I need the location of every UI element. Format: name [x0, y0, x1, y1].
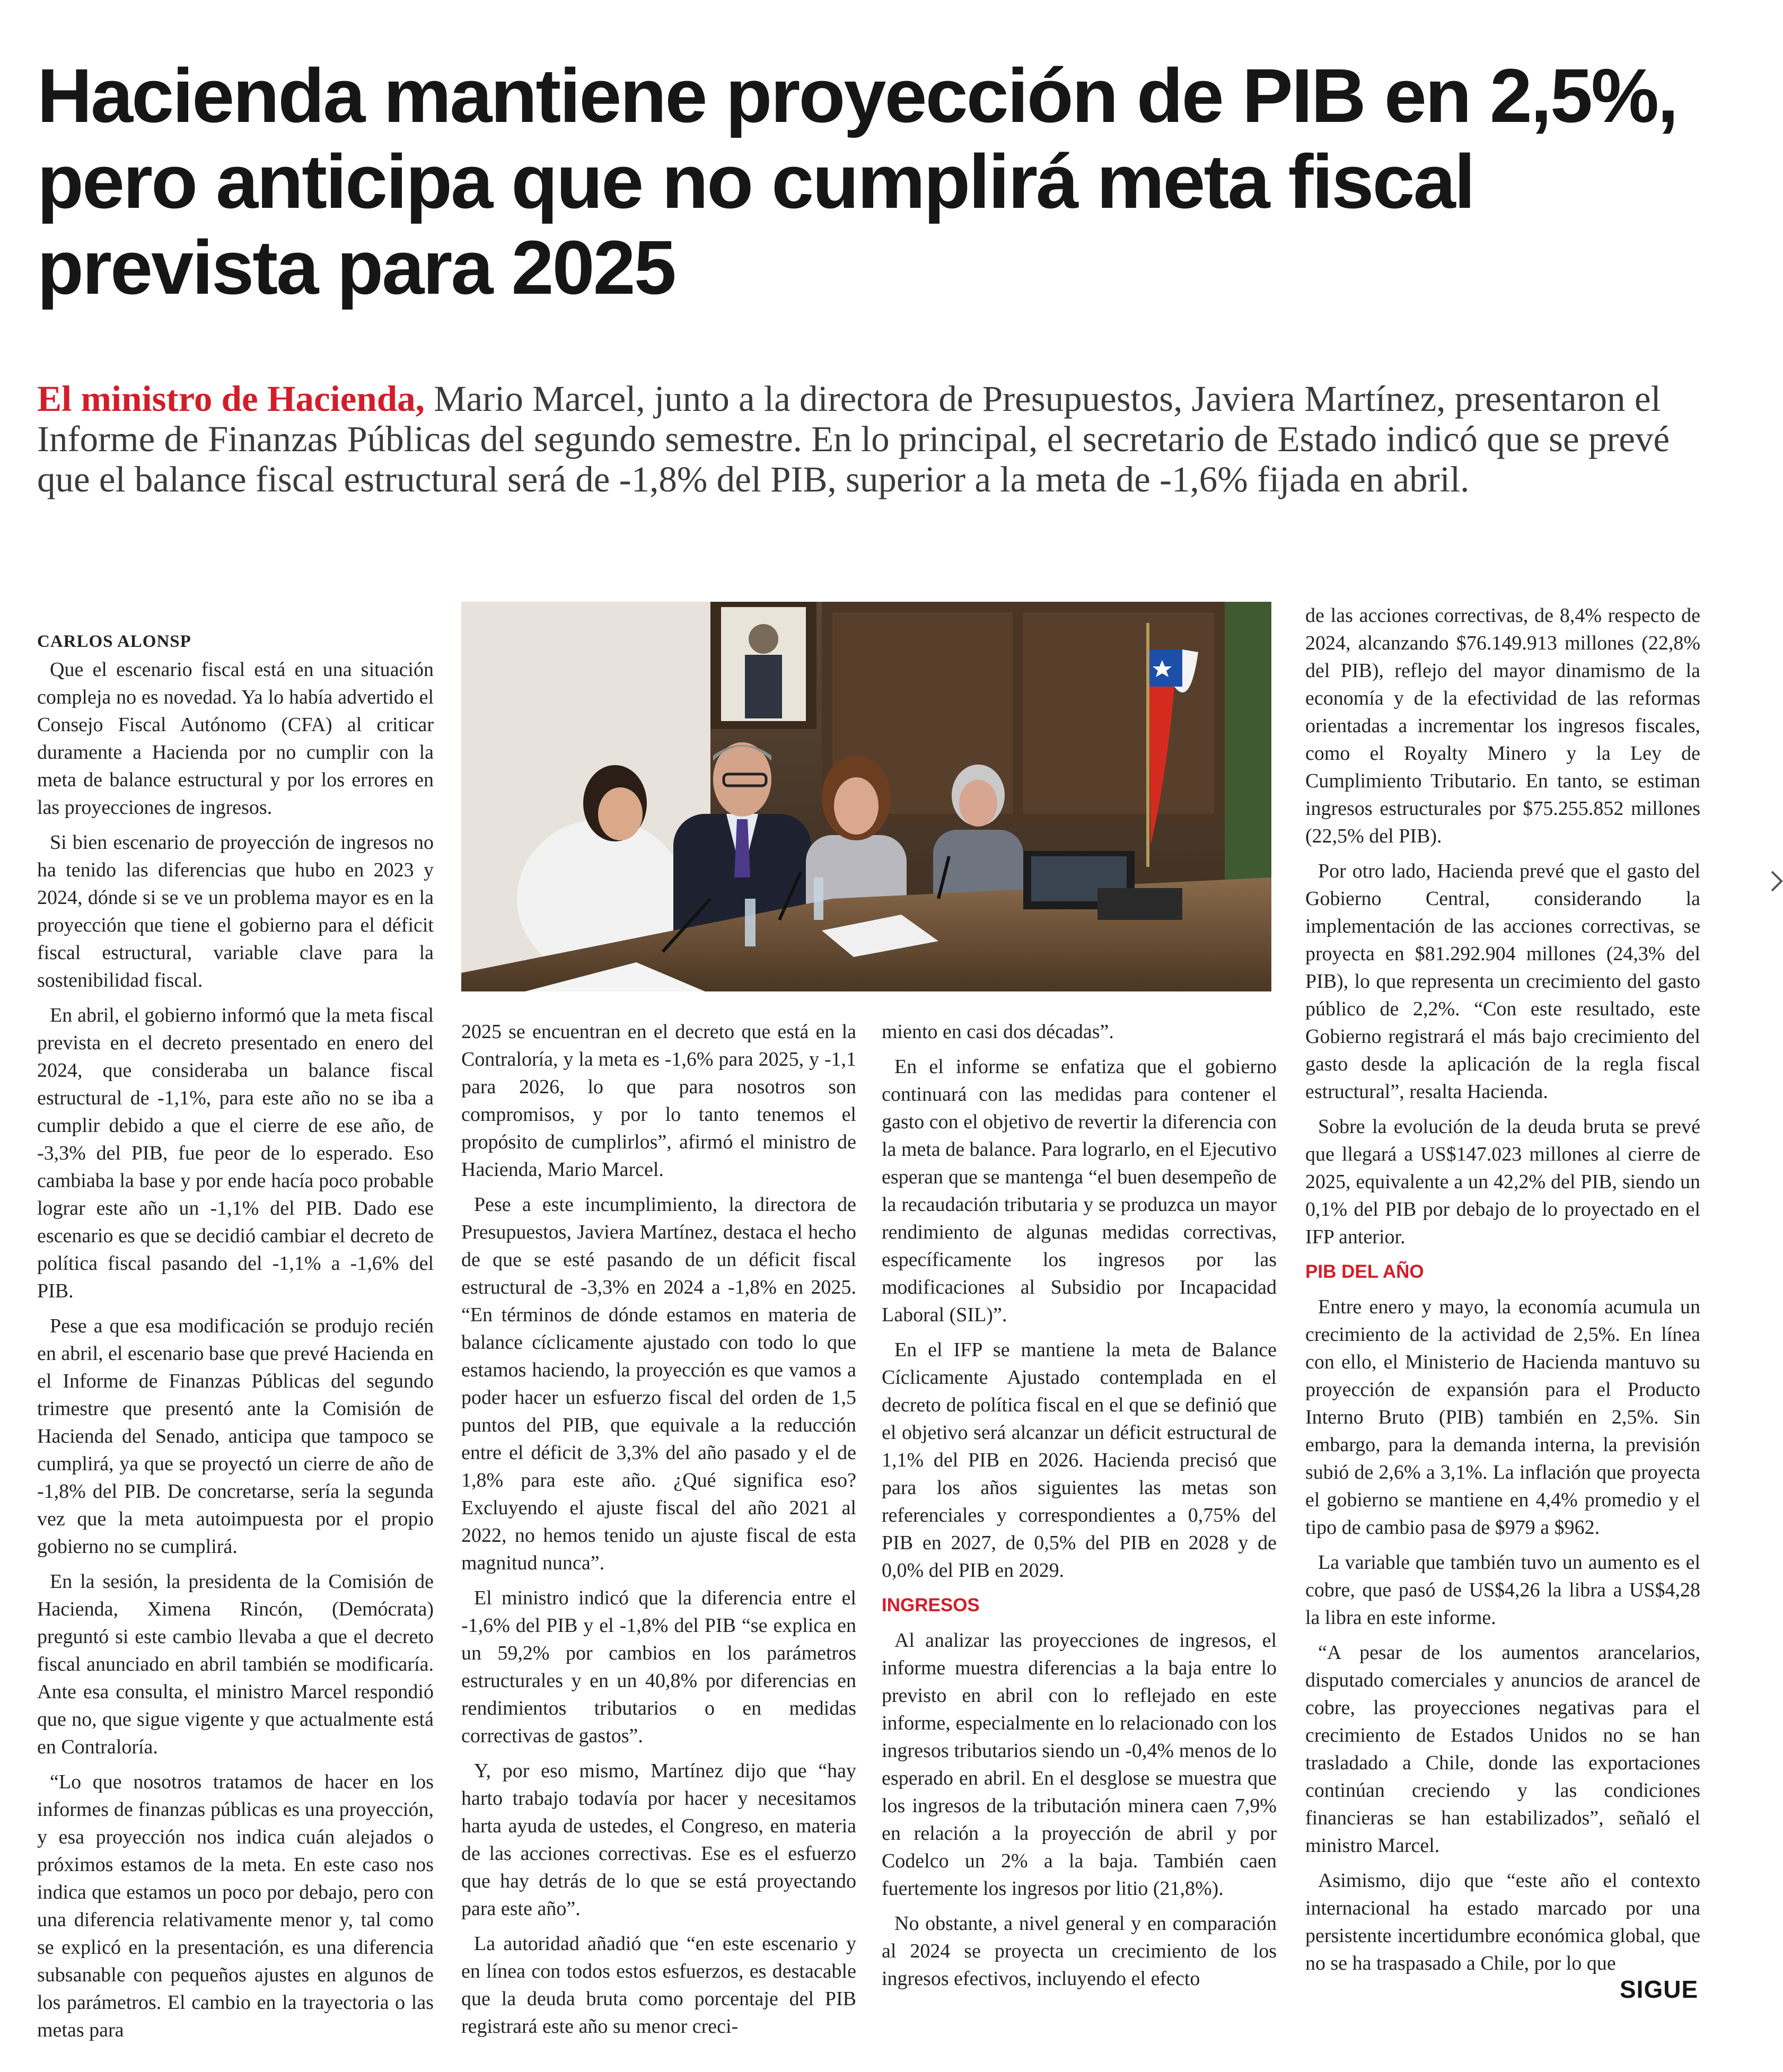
paragraph: Que el escenario fiscal está en una situación compleja no es novedad. Ya lo había advertido el Consejo Fiscal Autónomo (CFA) al criticar duramente a Hacienda por no cumplir con la meta de balance estructural y por los errores en las proyecciones de ingresos. — [37, 659, 434, 819]
paragraph: En abril, el gobierno informó que la meta fiscal prevista en el decreto presentado en enero del 2024, que consideraba un balance fiscal estructural de -1,1%, para este año no se iba a cumplir debido a que el cierre de ese año, de -3,3% del PIB, fue peor de lo esperado. Eso cambiaba la base y por ende hacía poco probable lograr este año un -1,1% del PIB. Dado ese escenario es que se decidió cambiar el decreto de política fiscal pasando del -1,1% a -1,6% del PIB. — [37, 1004, 434, 1302]
paragraph: “A pesar de los aumentos arancelarios, disputado comerciales y anuncios de arancel de cobre, las proyecciones negativas para el crecimiento de Estados Unidos no se han trasladado a Chile, donde las exportaciones continúan creciendo y las condiciones financieras se han estabilizados”, señaló el ministro Marcel. — [1305, 1641, 1700, 1857]
deck-lead: El ministro de Hacienda, — [37, 379, 425, 419]
section-heading-ingresos: INGRESOS — [882, 1595, 980, 1616]
paragraph: El ministro indicó que la diferencia entre el -1,6% del PIB y el -1,8% del PIB “se explica en un 59,2% por cambios en los parámetros estructurales y en un 40,8% por diferencias en rendimientos tributarios o en medidas correctivas de gastos”. — [461, 1587, 856, 1747]
paragraph: Por otro lado, Hacienda prevé que el gasto del Gobierno Central, considerando la implementación de las acciones correctivas, se proyecta en $81.292.904 millones (24,3% del PIB), lo que representa un crecimiento del gasto público de 2,2%. “Con este resultado, este Gobierno registrará el más bajo crecimiento del gasto desde la aplicación de la regla fiscal estructural”, resalta Hacienda. — [1305, 860, 1700, 1103]
paragraph: Al analizar las proyecciones de ingresos, el informe muestra diferencias a la baja entre lo previsto en abril con lo reflejado en este informe, especialmente en lo relacionado con los ingresos tributarios siendo un -0,4% menos de lo esperado en abril. En el desglose se muestra que los ingresos de la tributación minera caen 7,9% en relación a la proyección de abril y por Codelco un 2% a la baja. También caen fuertemente los ingresos por litio (21,8%). — [882, 1629, 1277, 1900]
paragraph: Pese a que esa modificación se produjo recién en abril, el escenario base que prevé Hacienda en el Informe de Finanzas Públicas del segundo trimestre que presentó ante la Comisión de Hacienda del Senado, anticipa que tampoco se cumplirá, ya que se proyectó un cierre de año de -1,8% del PIB. De concretarse, sería la segunda vez que la meta autoimpuesta por el propio gobierno no se cumplirá. — [37, 1315, 434, 1558]
section-heading-pib-del-ano: PIB DEL AÑO — [1305, 1261, 1424, 1282]
paragraph: Entre enero y mayo, la economía acumula un crecimiento de la actividad de 2,5%. En línea con ello, el Ministerio de Hacienda mantuvo su proyección de expansión para el Producto Interno Bruto (PIB) también en 2,5%. Sin embargo, para la demanda interna, la previsión subió de 2,6% a 3,1%. La inflación que proyecta el gobierno se mantiene en 4,4% promedio y el tipo de cambio pasa de $979 a $962. — [1305, 1296, 1700, 1539]
paragraph: “Lo que nosotros tratamos de hacer en los informes de finanzas públicas es una proyección, y esa proyección nos indica cuán alejados o próximos estamos de la meta. En este caso nos indica que estamos un poco por debajo, pero con una diferencia relativamente menor y, tal como se explicó en la presentación, es una diferencia subsanable con pequeños ajustes en algunos de los parámetros. El cambio en la trayectoria o las metas para — [37, 1771, 434, 2041]
paragraph: En la sesión, la presidenta de la Comisión de Hacienda, Ximena Rincón, (Demócrata) preguntó si este cambio llevaba a que el decreto fiscal anunciado en abril también se modificaría. Ante esa consulta, el ministro Marcel respondió que no, que sigue vigente y que actualmente está en Contraloría. — [37, 1570, 434, 1758]
column-1 — [37, 628, 434, 2051]
column-3 — [882, 1018, 1277, 2000]
column-4 — [1305, 602, 1700, 1985]
paragraph: Sobre la evolución de la deuda bruta se prevé que llegará a US$147.023 millones al cierre de 2025, equivalente a un 42,2% del PIB, siendo un 0,1% del PIB por debajo de lo proyectado en el IFP anterior. — [1305, 1116, 1700, 1248]
paragraph: La autoridad añadió que “en este escenario y en línea con todos estos esfuerzos, es destacable que la deuda bruta como porcentaje del PIB registrará este año su menor creci- — [461, 1933, 856, 2038]
deck-text: Mario Marcel, junto a la directora de Presupuestos, Javiera Martínez, presentaron el Informe de Finanzas Públicas del segundo semestre. En lo principal, el secretario de Estado indicó que se prevé que el balance fiscal estructural será de -1,8% del PIB, superior a la meta de -1,6% fijada en abril. — [37, 379, 1670, 499]
paragraph: No obstante, a nivel general y en comparación al 2024 se proyecta un crecimiento de los ingresos efectivos, incluyendo el efecto — [882, 1912, 1277, 1990]
chevron-right-icon[interactable] — [1770, 870, 1783, 893]
headline: Hacienda mantiene proyección de PIB en 2,5%, pero anticipa que no cumplirá meta fiscal prevista para 2025 — [37, 53, 1677, 310]
continues-label: SIGUE — [1620, 1976, 1699, 2003]
press-conference-photo — [461, 602, 1271, 991]
paragraph: de las acciones correctivas, de 8,4% respecto de 2024, alcanzando $76.149.913 millones (22,8% del PIB), reflejo del mayor dinamismo de la economía y de la efectividad de las reformas orientadas a incrementar los ingresos fiscales, como el Royalty Minero y la Ley de Cumplimiento Tributario. En tanto, se estiman ingresos estructurales por $75.255.852 millones (22,5% del PIB). — [1305, 604, 1700, 847]
paragraph: 2025 se encuentran en el decreto que está en la Contraloría, y la meta es -1,6% para 2025, y -1,1 para 2026, lo que para nosotros son compromisos, y por lo tanto tenemos el propósito de cumplirlos”, afirmó el ministro de Hacienda, Mario Marcel. — [461, 1021, 856, 1181]
paragraph: miento en casi dos décadas”. — [882, 1021, 1114, 1043]
paragraph: Si bien escenario de proyección de ingresos no ha tenido las diferencias que hubo en 2023 y 2024, dónde si se ve un problema mayor es en la proyección que tiene el gobierno para el déficit fiscal estructural, variable clave para la sostenibilidad fiscal. — [37, 831, 434, 991]
paragraph: Y, por eso mismo, Martínez dijo que “hay harto trabajo todavía por hacer y necesitamos harta ayuda de ustedes, el Congreso, en materia de las acciones correctivas. Ese es el esfuerzo que hay detrás de lo que se está proyectando para este año”. — [461, 1760, 856, 1920]
paragraph: La variable que también tuvo un aumento es el cobre, que pasó de US$4,26 la libra a US$4,28 la libra en este informe. — [1305, 1551, 1700, 1629]
column-2 — [461, 1018, 856, 2048]
byline: CARLOS ALONSP — [37, 632, 191, 651]
paragraph: Asimismo, dijo que “este año el contexto internacional ha estado marcado por una persistente incertidumbre económica global, que no se ha traspasado a Chile, por lo que — [1305, 1869, 1700, 1974]
paragraph: En el informe se enfatiza que el gobierno continuará con las medidas para contener el gasto con el objetivo de revertir la diferencia con la meta de balance. Para lograrlo, en el Ejecutivo esperan que se mantenga “el buen desempeño de la recaudación tributaria y se produzca un mayor rendimiento de algunas medidas correctivas, específicamente los ingresos por las modificaciones al Subsidio por Incapacidad Laboral (SIL)”. — [882, 1056, 1277, 1326]
paragraph: Pese a este incumplimiento, la directora de Presupuestos, Javiera Martínez, destaca el hecho de que se esté pasando de un déficit fiscal estructural de -3,3% en 2024 a -1,8% en 2025. “En términos de dónde estamos en materia de balance cíclicamente ajustado con todo lo que estamos haciendo, la proyección es que vamos a poder hacer un esfuerzo fiscal del orden de 1,5 puntos del PIB, que equivale a la reducción entre el déficit de 3,3% del año pasado y el de 1,8% para este año. ¿Qué significa eso? Excluyendo el ajuste fiscal del año 2021 al 2022, no hemos tenido un ajuste fiscal de esta magnitud nunca”. — [461, 1193, 856, 1574]
article-photo — [461, 602, 1271, 991]
paragraph: En el IFP se mantiene la meta de Balance Cíclicamente Ajustado contemplada en el decreto de política fiscal en el que se definió que el objetivo será alcanzar un déficit estructural de 1,1% del PIB en 2026. Hacienda precisó que para los años siguientes las metas son referenciales y correspondientes a 0,75% del PIB en 2027, de 0,5% del PIB en 2028 y de 0,0% del PIB en 2029. — [882, 1339, 1277, 1582]
deck — [37, 379, 1712, 499]
